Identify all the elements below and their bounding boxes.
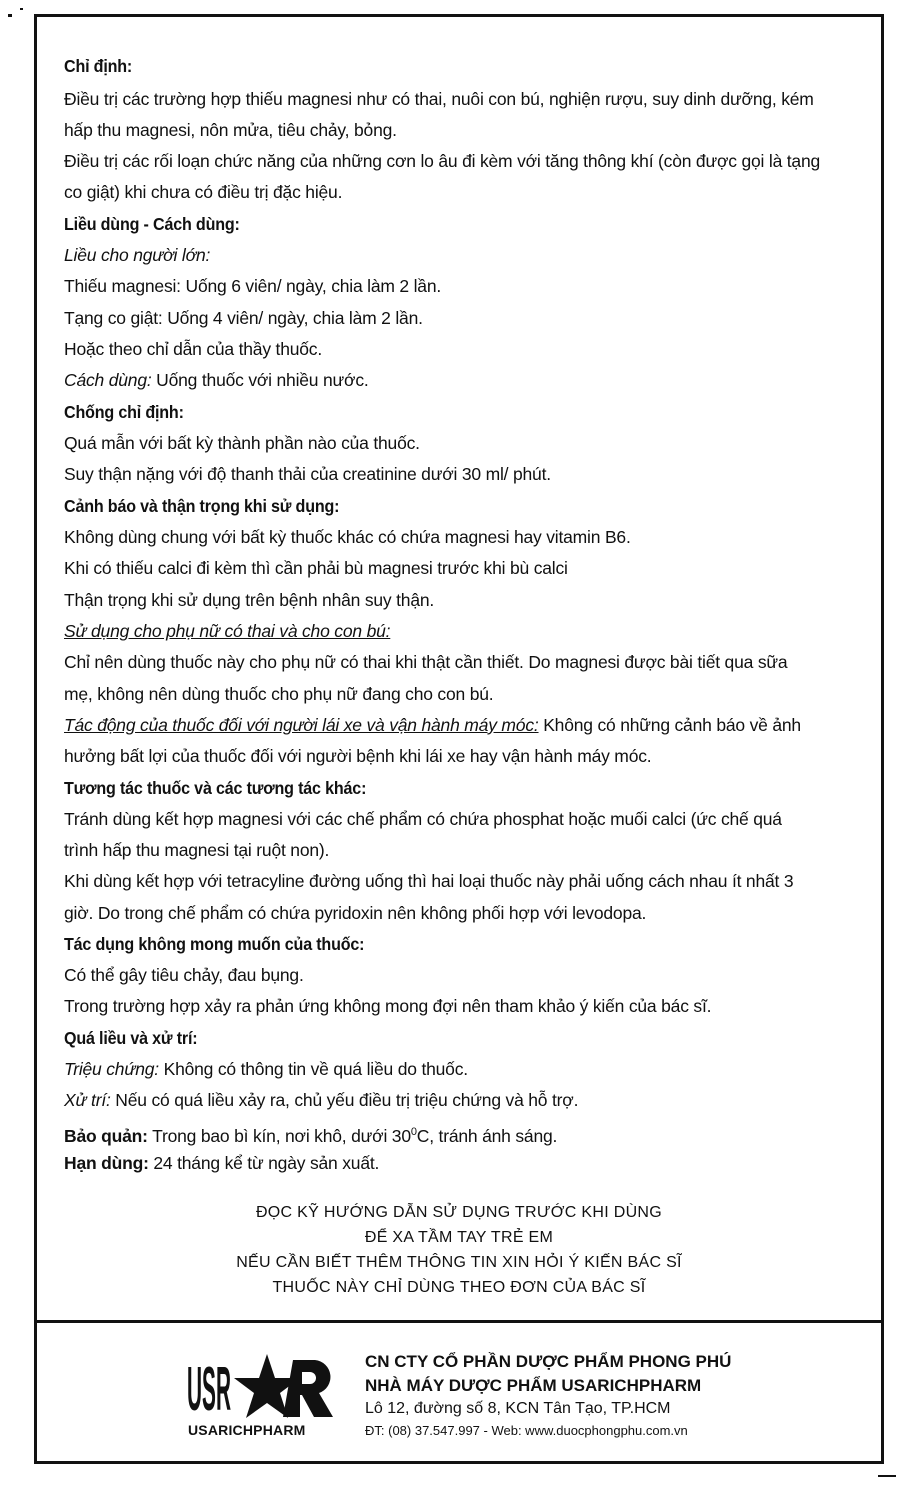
treatment-label: Xử trí: <box>64 1090 111 1110</box>
symptom-text: Không có thông tin về quá liều do thuốc. <box>158 1059 468 1079</box>
text-line: Trong trường hợp xảy ra phản ứng không mong đợi nên tham khảo ý kiến của bác sĩ. <box>64 996 712 1016</box>
text-line: Tạng co giật: Uống 4 viên/ ngày, chia làm 2 lần. <box>64 308 423 328</box>
treatment-line <box>64 1089 578 1111</box>
text-line: Khi có thiếu calci đi kèm thì cần phải bù magnesi trước khi bù calci <box>64 558 568 578</box>
heading-contraindications: Chống chỉ định: <box>64 402 184 422</box>
heading-warnings: Cảnh báo và thận trọng khi sử dụng: <box>64 496 340 516</box>
text-line: Hoặc theo chỉ dẫn của thầy thuốc. <box>64 339 323 359</box>
heading-overdose: Quá liều và xử trí: <box>64 1028 198 1048</box>
text-line: Quá mẫn với bất kỳ thành phần nào của thuốc. <box>64 433 420 453</box>
text-line: giờ. Do trong chế phẩm có chứa pyridoxin nên không phối hợp với levodopa. <box>64 903 647 923</box>
storage-text: Trong bao bì kín, nơi khô, dưới 30 <box>147 1125 411 1146</box>
text-line: Có thể gây tiêu chảy, đau bụng. <box>64 965 304 985</box>
heading-side-effects: Tác dụng không mong muốn của thuốc: <box>64 934 365 954</box>
driving-label: Tác động của thuốc đối với người lái xe và vận hành máy móc: <box>64 715 539 735</box>
heading-dosage: Liều dùng - Cách dùng: <box>64 214 240 234</box>
driving-text: Không có những cảnh báo về ảnh <box>538 715 801 735</box>
company-contact: ĐT: (08) 37.547.997 - Web: www.duocphongphu.com.vn <box>365 1423 688 1438</box>
text-line: Khi dùng kết hợp với tetracyline đường uống thì hai loại thuốc này phải uống cách nhau ít nhất 3 <box>64 871 794 891</box>
storage-label: Bảo quản: <box>64 1125 148 1146</box>
text-line: trình hấp thu magnesi tại ruột non). <box>64 840 330 860</box>
pregnancy-label: Sử dụng cho phụ nữ có thai và cho con bú: <box>64 621 391 641</box>
text-line: Không dùng chung với bất kỳ thuốc khác có chứa magnesi hay vitamin B6. <box>64 527 631 547</box>
expiry-text: 24 tháng kể từ ngày sản xuất. <box>148 1153 380 1173</box>
text-line: mẹ, không nên dùng thuốc cho phụ nữ đang cho con bú. <box>64 684 494 704</box>
usage-text: Uống thuốc với nhiều nước. <box>151 370 369 390</box>
company-address: Lô 12, đường số 8, KCN Tân Tạo, TP.HCM <box>365 1400 671 1417</box>
symptom-label: Triệu chứng: <box>64 1059 159 1079</box>
expiry-label: Hạn dùng: <box>64 1153 149 1173</box>
logo-letters: USR <box>187 1355 231 1424</box>
heading-interactions: Tương tác thuốc và các tương tác khác: <box>64 778 367 798</box>
symptom-line <box>64 1058 468 1080</box>
driving-line <box>64 714 801 736</box>
text-line: Điều trị các trường hợp thiếu magnesi như có thai, nuôi con bú, nghiện rượu, suy dinh dưỡng, kém <box>64 89 814 109</box>
logo-company-name: USARICHPHARM <box>188 1422 306 1438</box>
treatment-text: Nếu có quá liều xảy ra, chủ yếu điều trị triệu chứng và hỗ trợ. <box>110 1090 579 1110</box>
text-line: hưởng bất lợi của thuốc đối với người bệnh khi lái xe hay vận hành máy móc. <box>64 746 652 766</box>
notice-line: NẾU CẦN BIẾT THÊM THÔNG TIN XIN HỎI Ý KIẾN BÁC SĨ <box>236 1254 682 1271</box>
text-line: Suy thận nặng với độ thanh thải của creatinine dưới 30 ml/ phút. <box>64 464 551 484</box>
factory-name-line: NHÀ MÁY DƯỢC PHẨM USARICHPHARM <box>365 1376 702 1395</box>
text-line: Tránh dùng kết hợp magnesi với các chế phẩm có chứa phosphat hoặc muối calci (ức chế quá <box>64 809 782 829</box>
notice-line: ĐỂ XA TẦM TAY TRẺ EM <box>364 1229 554 1246</box>
adult-dose-label: Liều cho người lớn: <box>64 245 211 265</box>
scan-speck <box>8 14 12 17</box>
expiry-line <box>64 1152 379 1174</box>
text-line: hấp thu magnesi, nôn mửa, tiêu chảy, bỏng. <box>64 120 397 140</box>
text-line: Chỉ nên dùng thuốc này cho phụ nữ có thai khi thật cần thiết. Do magnesi được bài tiết qua sữa <box>64 652 788 672</box>
text-line: co giật) khi chưa có điều trị đặc hiệu. <box>64 182 343 202</box>
heading-indications: Chỉ định: <box>64 56 133 76</box>
text-line: Điều trị các rối loạn chức năng của những cơn lo âu đi kèm với tăng thông khí (còn được gọi là tạng <box>64 151 821 171</box>
notice-line: ĐỌC KỸ HƯỚNG DẪN SỬ DỤNG TRƯỚC KHI DÙNG <box>255 1204 663 1221</box>
usage-line <box>64 369 369 391</box>
footer-divider <box>34 1320 884 1323</box>
notice-line: THUỐC NÀY CHỈ DÙNG THEO ĐƠN CỦA BÁC SĨ <box>272 1279 646 1296</box>
storage-text-end: C, tránh ánh sáng. <box>416 1125 558 1146</box>
company-name-line: CN CTY CỔ PHẦN DƯỢC PHẨM PHONG PHÚ <box>365 1352 732 1371</box>
scan-speck <box>20 8 23 10</box>
degree-superscript: 0 <box>410 1126 417 1138</box>
logo-letter-r <box>283 1360 333 1417</box>
scan-speck <box>878 1475 896 1477</box>
usage-label: Cách dùng: <box>64 370 152 390</box>
text-line: Thận trọng khi sử dụng trên bệnh nhân suy thận. <box>64 590 435 610</box>
storage-line <box>64 1121 557 1147</box>
text-line: Thiếu magnesi: Uống 6 viên/ ngày, chia làm 2 lần. <box>64 276 442 296</box>
